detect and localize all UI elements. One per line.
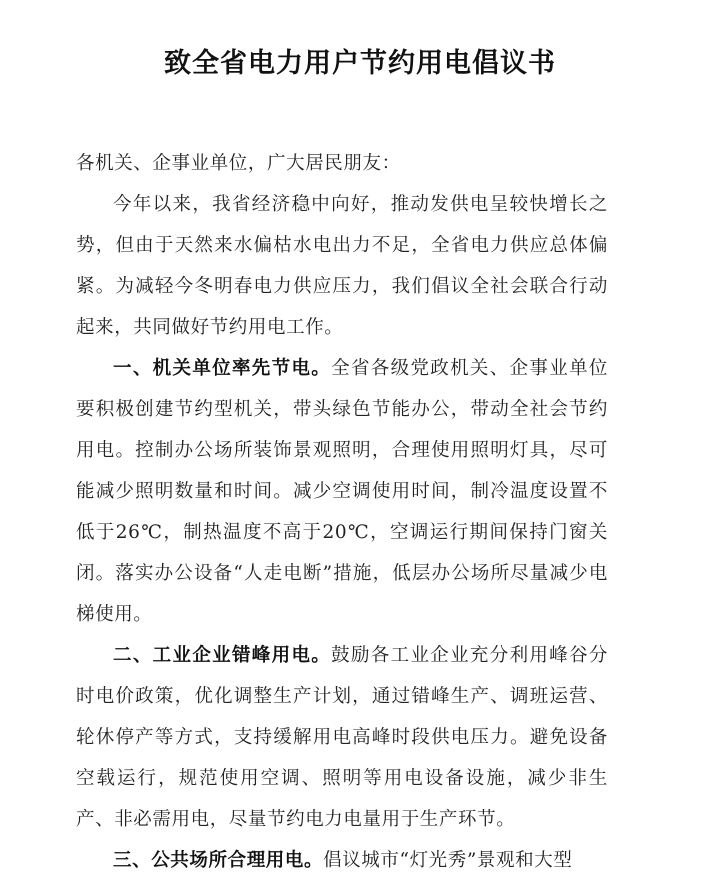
section-paragraph-1 [76,348,608,635]
section-heading-2: 二、工业企业错峰用电。 [113,645,332,666]
section-text-2: 鼓励各工业企业充分利用峰谷分时电价政策，优化调整生产计划，通过错峰生产、调班运营、轮休停产等方式，支持缓解用电高峰时段供电压力。避免设备空载运行，规范使用空调、照明等用电设备设施，减少非生产、非必需用电，尽量节约电力电量用于生产环节。 [76,645,608,830]
document-title: 致全省电力用户节约用电倡议书 [164,48,556,79]
section-text-3: 倡议城市“灯光秀”景观和大型 [323,850,573,871]
section-text-1: 全省各级党政机关、企事业单位要积极创建节约型机关，带头绿色节能办公，带动全社会节约用电。控制办公场所装饰景观照明，合理使用照明灯具，尽可能减少照明数量和时间。减少空调使用时间，制冷温度设置不低于26℃，制热温度不高于20℃，空调运行期间保持门窗关闭。落实办公设备“人走电断”措施，低层办公场所尽量减少电梯使用。 [76,358,608,625]
intro-paragraph: 今年以来，我省经济稳中向好，推动发供电呈较快增长之势，但由于天然来水偏枯水电出力不足，全省电力供应总体偏紧。为减轻今冬明春电力供应压力，我们倡议全社会联合行动起来，共同做好节约用电工作。 [76,194,608,338]
section-heading-3: 三、公共场所合理用电。 [113,850,324,871]
document-body [76,143,608,881]
section-heading-1: 一、机关单位率先节电。 [113,358,332,379]
salutation: 各机关、企事业单位，广大居民朋友： [76,153,401,174]
section-paragraph-3 [76,840,608,881]
section-paragraph-2 [76,635,608,840]
